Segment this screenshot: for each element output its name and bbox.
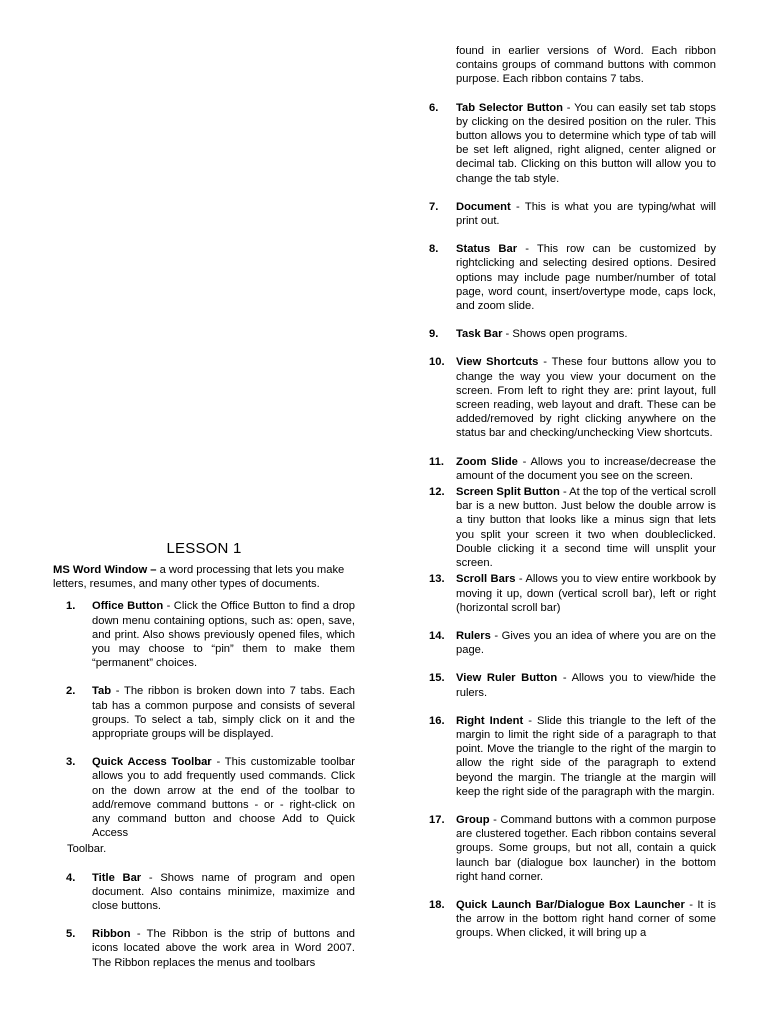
- item-number: 3.: [66, 756, 76, 769]
- list-item-2: [53, 684, 355, 741]
- list-item-17: [429, 813, 716, 884]
- item-term: Tab Selector Button: [456, 101, 563, 114]
- item-text: - Gives you an idea of where you are on the page.: [456, 629, 716, 657]
- list-item-13: [429, 572, 716, 615]
- item-term: Group: [456, 813, 490, 826]
- item-number: 17.: [429, 813, 445, 826]
- item-number: 12.: [429, 486, 445, 499]
- list-item-10: [429, 355, 716, 440]
- list-item-3: [53, 755, 355, 840]
- ribbon-continuation: found in earlier versions of Word. Each ribbon contains groups of command buttons with common purpose. Each ribbon contains 7 tabs.: [456, 45, 716, 86]
- item-text: - This customizable toolbar allows you to add frequently used commands. Click on the down arrow at the end of the toolbar to add/remove command buttons - or - right-click on any command button and choose Add to Quick Access: [92, 756, 356, 840]
- item-number: 13.: [429, 573, 445, 586]
- item-text: - This row can be customized by rightclicking and selecting desired options. Desired options may include page number/number of total page, word count, insert/overtype mode, caps lock, and zoom slide.: [456, 243, 716, 313]
- item-number: 6.: [429, 101, 439, 114]
- list-item-7: [429, 200, 716, 228]
- item-term: Scroll Bars: [456, 573, 516, 586]
- list-item-12: [429, 485, 716, 570]
- item-number: 18.: [429, 898, 445, 911]
- item-number: 7.: [429, 200, 439, 213]
- item-term: Right Indent: [456, 714, 524, 727]
- item-number: 2.: [66, 685, 76, 698]
- list-item-9: [429, 327, 716, 341]
- item-text: - Slide this triangle to the left of the margin to limit the right side of a paragraph to that point. Move the triangle to the right of the margin to allow the right side of the paragraph to extend beyond the margin. The triangle at the margin will keep the right side of the paragraph with the margin.: [456, 714, 716, 798]
- item-text: - The ribbon is broken down into 7 tabs. Each tab has a common purpose and consists of several groups. To select a tab, simply click on it and the appropriate groups will be displayed.: [92, 685, 355, 741]
- list-item-18: [429, 898, 716, 941]
- item-number: 14.: [429, 629, 445, 642]
- item-term: Status Bar: [456, 243, 518, 256]
- item-text: - These four buttons allow you to change the way you view your document on the screen. From left to right they are: print layout, full screen reading, web layout and draft. These can be added/removed by right clicking anywhere on the status bar and checking/unchecking View shortcuts.: [456, 356, 716, 440]
- list-item-14: [429, 629, 716, 657]
- item-term: View Shortcuts: [456, 356, 539, 369]
- item-term: Screen Split Button: [456, 486, 560, 499]
- item-text: - Command buttons with a common purpose are clustered together. Each ribbon contains several groups. Some groups, but not all, contain a quick launch bar (dialogue box launcher) in the bottom right hand corner.: [456, 813, 716, 883]
- item-term: Zoom Slide: [456, 455, 518, 468]
- item-term: Quick Access Toolbar: [92, 756, 212, 769]
- item-number: 15.: [429, 672, 445, 685]
- list-item-16: [429, 714, 716, 799]
- toolbar-orphan-line: Toolbar.: [67, 843, 107, 856]
- right-column: [429, 44, 716, 955]
- item-text: - It is the arrow in the bottom right hand corner of some groups. When clicked, it will bring up a: [456, 898, 716, 940]
- list-item-15: [429, 671, 716, 699]
- intro-paragraph: [53, 563, 355, 591]
- item-number: 1.: [66, 600, 76, 613]
- item-text: - This is what you are typing/what will print out.: [456, 200, 716, 228]
- list-item-4: [53, 871, 355, 914]
- list-item-1: [53, 599, 355, 670]
- intro-term: MS Word Window –: [53, 564, 157, 576]
- item-text: - The Ribbon is the strip of buttons and icons located above the work area in Word 2007. The Ribbon replaces the menus and toolbars: [92, 928, 355, 969]
- item-term: Document: [456, 200, 511, 213]
- item-number: 10.: [429, 356, 445, 369]
- item-number: 4.: [66, 871, 76, 884]
- item-term: View Ruler Button: [456, 672, 558, 685]
- item-text: - At the top of the vertical scroll bar is a new button. Just below the double arrow is a tiny button that looks like a minus sign that lets you split your screen it two when doubleclicked. Double clicking it a second time will unsplit your screen.: [456, 486, 716, 570]
- item-number: 11.: [429, 455, 444, 468]
- item-text: - You can easily set tab stops by clicking on the desired position on the ruler. This button allows you to determine which type of tab will be set left aligned, right aligned, center aligned or decimal tab. Clicking on this button will allow you to change the tab style.: [456, 101, 716, 185]
- list-item-8: [429, 242, 716, 313]
- item-term: Rulers: [456, 629, 491, 642]
- list-item-5: [53, 927, 355, 970]
- item-term: Task Bar: [456, 328, 503, 341]
- item-term: Ribbon: [92, 928, 131, 941]
- item-term: Office Button: [92, 600, 164, 613]
- intro-text: a word processing that lets you make letters, resumes, and many other types of documents.: [53, 564, 345, 591]
- item-text: - Shows open programs.: [502, 328, 628, 341]
- item-text: - Allows you to view entire workbook by moving it up, down (vertical scroll bar), left or right (horizontal scroll bar): [456, 573, 717, 614]
- item-number: 5.: [66, 928, 76, 941]
- list-item-11: [429, 455, 716, 483]
- item-number: 9.: [429, 328, 439, 341]
- item-number: 16.: [429, 714, 445, 727]
- item-text: - Shows name of program and open document. Also contains minimize, maximize and close buttons.: [92, 871, 355, 913]
- left-column: [53, 540, 355, 984]
- list-item-6: [429, 101, 716, 186]
- item-text: - Allows you to increase/decrease the amount of the document you see on the screen.: [456, 455, 716, 482]
- item-number: 8.: [429, 243, 439, 256]
- item-text: - Click the Office Button to find a drop down menu containing options, such as: open, save, and print. Also shows previously opened files, which you may choose to “pin” them to make them “permanent” choices.: [92, 600, 355, 670]
- item-text: - Allows you to view/hide the rulers.: [456, 672, 717, 699]
- lesson-title: LESSON 1: [166, 540, 242, 557]
- item-term: Title Bar: [92, 871, 142, 884]
- item-term: Tab: [92, 685, 112, 698]
- item-term: Quick Launch Bar/Dialogue Box Launcher: [456, 898, 685, 911]
